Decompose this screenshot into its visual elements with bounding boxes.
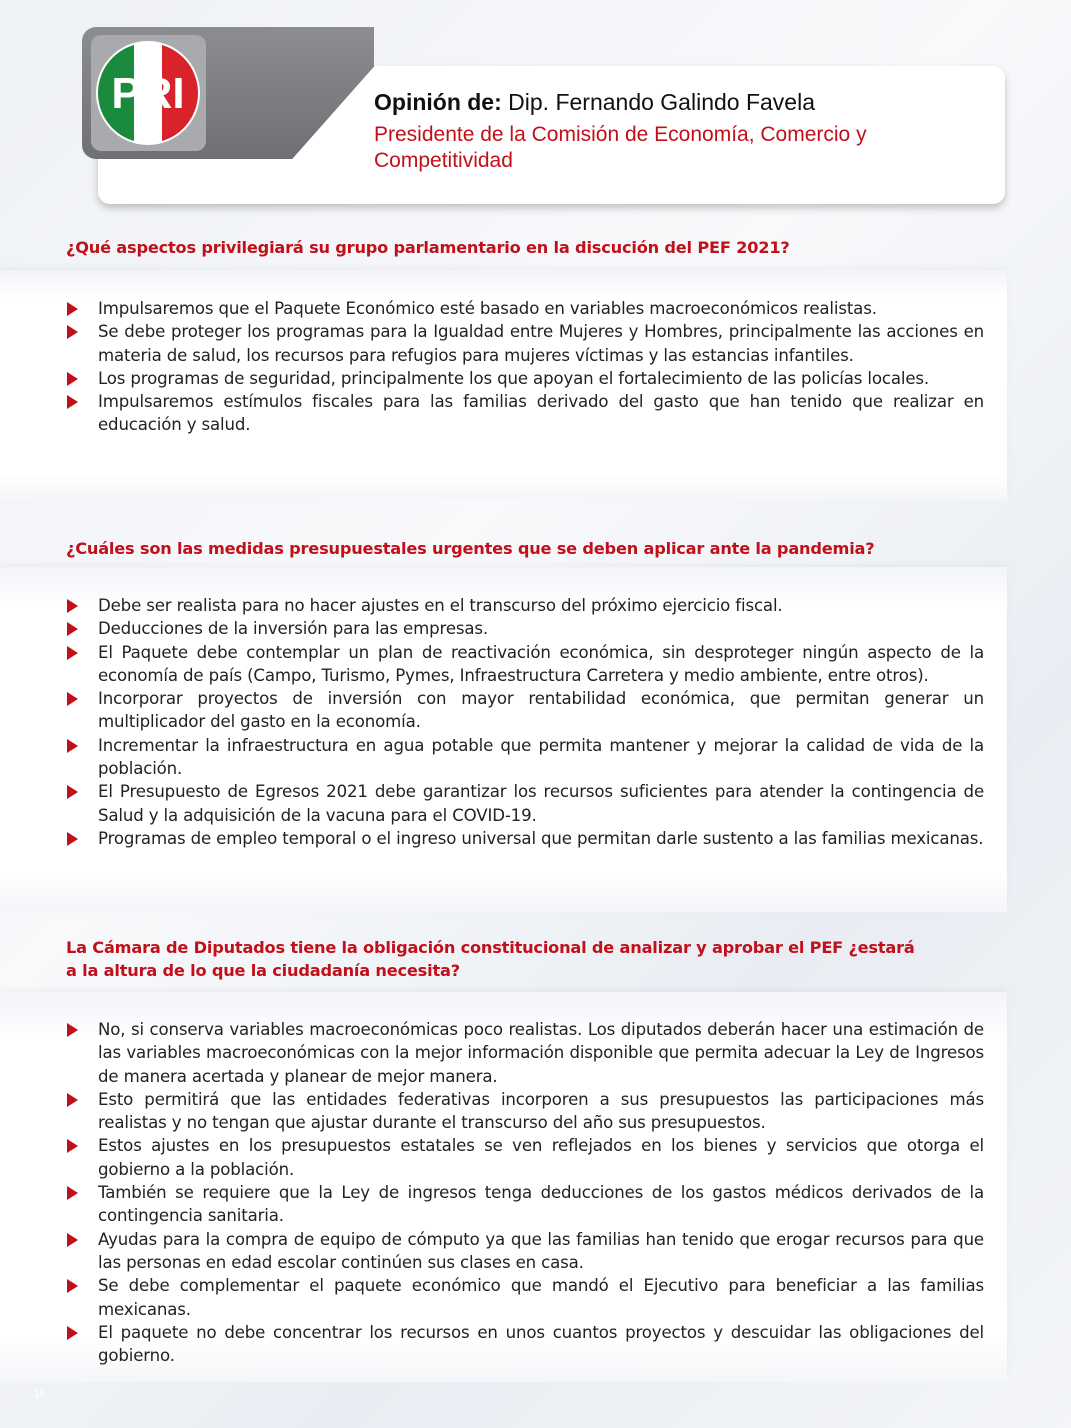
answer-list-1 bbox=[66, 297, 984, 437]
bullet-icon bbox=[67, 325, 78, 339]
list-item: Ayudas para la compra de equipo de cómputo ya que las familias han tenido que erogar recursos para que las personas en edad escolar continúen sus clases en casa. bbox=[66, 1228, 984, 1275]
bullet-icon bbox=[67, 739, 78, 753]
bullet-icon bbox=[67, 1186, 78, 1200]
bullet-icon bbox=[67, 692, 78, 706]
author-name: Dip. Fernando Galindo Favela bbox=[508, 89, 815, 115]
bullet-icon bbox=[67, 372, 78, 386]
list-item: También se requiere que la Ley de ingresos tenga deducciones de los gastos médicos derivados de la contingencia sanitaria. bbox=[66, 1181, 984, 1228]
question-2: ¿Cuáles son las medidas presupuestales urgentes que se deben aplicar ante la pandemia? bbox=[66, 539, 875, 558]
list-item: Deducciones de la inversión para las empresas. bbox=[66, 617, 984, 640]
opinion-title bbox=[374, 88, 974, 116]
bullet-icon bbox=[67, 832, 78, 846]
page-number: 18 bbox=[34, 1389, 46, 1400]
bullet-icon bbox=[67, 1233, 78, 1247]
answer-list-2 bbox=[66, 594, 984, 850]
question-1: ¿Qué aspectos privilegiará su grupo parlamentario en la discución del PEF 2021? bbox=[66, 238, 790, 257]
bullet-icon bbox=[67, 1326, 78, 1340]
logo-text: PRI bbox=[111, 69, 185, 118]
list-item: Impulsaremos estímulos fiscales para las familias derivado del gasto que han tenido que realizar en educación y salud. bbox=[66, 390, 984, 437]
list-item: No, si conserva variables macroeconómicas poco realistas. Los diputados deberán hacer una estimación de las variables macroeconómicas con la mejor información disponible que permita adecuar la Ley de Ingresos de manera acertada y planear de mejor manera. bbox=[66, 1018, 984, 1088]
bullet-icon bbox=[67, 302, 78, 316]
bullet-icon bbox=[67, 1093, 78, 1107]
list-item: Programas de empleo temporal o el ingreso universal que permitan darle sustento a las familias mexicanas. bbox=[66, 827, 984, 850]
bullet-icon bbox=[67, 1023, 78, 1037]
list-item: Esto permitirá que las entidades federativas incorporen a sus presupuestos las participaciones más realistas y no tengan que ajustar durante el transcurso del año sus presupuestos. bbox=[66, 1088, 984, 1135]
list-item: Impulsaremos que el Paquete Económico esté basado en variables macroeconómicos realistas. bbox=[66, 297, 984, 320]
opinion-label: Opinión de: bbox=[374, 89, 502, 115]
list-item: Se debe complementar el paquete económico que mandó el Ejecutivo para beneficiar a las familias mexicanas. bbox=[66, 1274, 984, 1321]
list-item: Se debe proteger los programas para la Igualdad entre Mujeres y Hombres, principalmente las acciones en materia de salud, los recursos para refugios para mujeres víctimas y las estancias infantiles. bbox=[66, 320, 984, 367]
list-item: El Presupuesto de Egresos 2021 debe garantizar los recursos suficientes para atender la contingencia de Salud y la adquisición de la vacuna para el COVID-19. bbox=[66, 780, 984, 827]
bullet-icon bbox=[67, 599, 78, 613]
list-item: Los programas de seguridad, principalmente los que apoyan el fortalecimiento de las policías locales. bbox=[66, 367, 984, 390]
bullet-icon bbox=[67, 1279, 78, 1293]
pri-logo bbox=[94, 38, 202, 148]
list-item: El Paquete debe contemplar un plan de reactivación económica, sin desproteger ningún aspecto de la economía de país (Campo, Turismo, Pymes, Infraestructura Carretera y medio ambiente, entre otros). bbox=[66, 641, 984, 688]
question-3: La Cámara de Diputados tiene la obligación constitucional de analizar y aprobar el PEF ¿estará a la altura de lo que la ciudadanía necesita? bbox=[66, 938, 915, 980]
answer-list-3 bbox=[66, 1018, 984, 1367]
list-item: Incrementar la infraestructura en agua potable que permita mantener y mejorar la calidad de vida de la población. bbox=[66, 734, 984, 781]
list-item: Estos ajustes en los presupuestos estatales se ven reflejados en los bienes y servicios que otorga el gobierno a la población. bbox=[66, 1134, 984, 1181]
author-position: Presidente de la Comisión de Economía, Comercio y Competitividad bbox=[374, 123, 867, 172]
bullet-icon bbox=[67, 1139, 78, 1153]
bullet-icon bbox=[67, 646, 78, 660]
list-item: El paquete no debe concentrar los recursos en unos cuantos proyectos y descuidar las obligaciones del gobierno. bbox=[66, 1321, 984, 1368]
list-item: Debe ser realista para no hacer ajustes en el transcurso del próximo ejercicio fiscal. bbox=[66, 594, 984, 617]
list-item: Incorporar proyectos de inversión con mayor rentabilidad económica, que permitan generar un multiplicador del gasto en la economía. bbox=[66, 687, 984, 734]
bullet-icon bbox=[67, 785, 78, 799]
bullet-icon bbox=[67, 622, 78, 636]
header-text bbox=[374, 88, 974, 174]
bullet-icon bbox=[67, 395, 78, 409]
